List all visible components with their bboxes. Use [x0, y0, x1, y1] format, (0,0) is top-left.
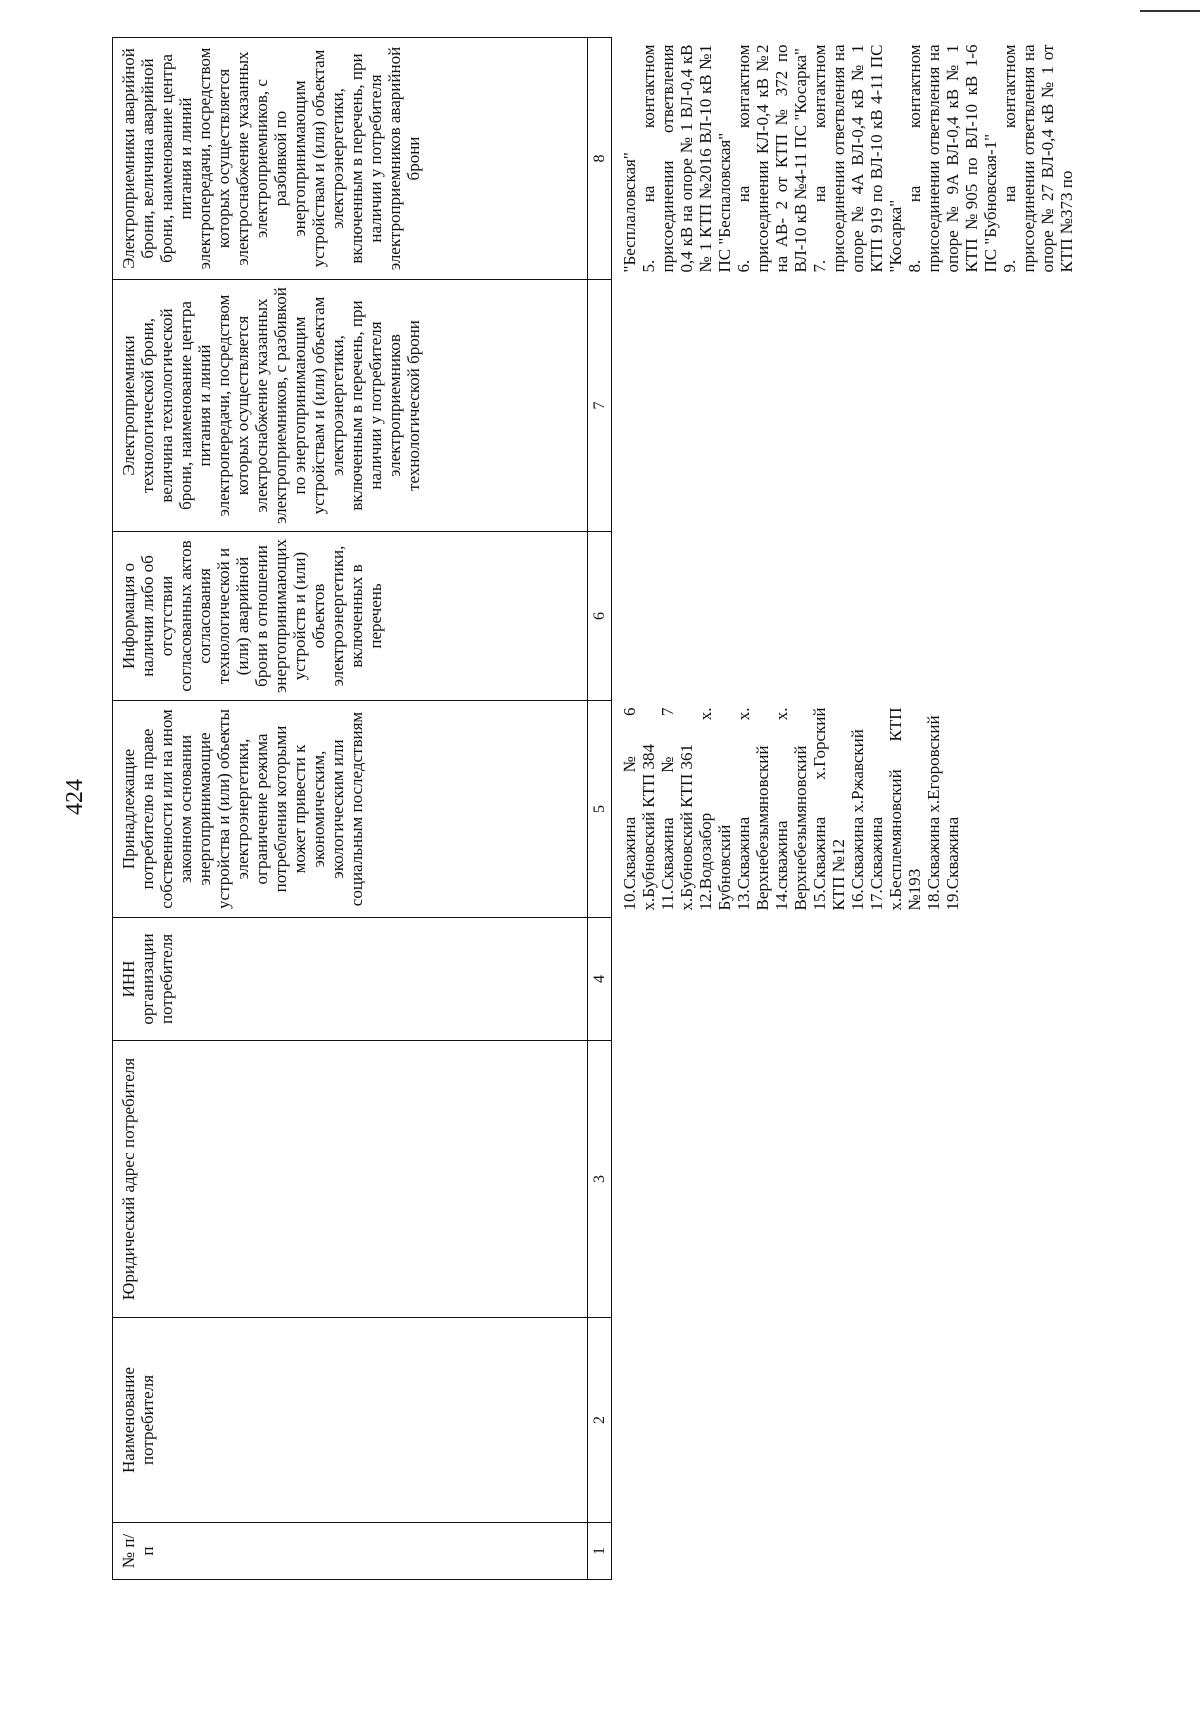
data-row — [612, 38, 1127, 1580]
reserve-item: 9. на контактном присоединении ответвления на опоре № 27 ВЛ-0,4 кВ № 1 от КТП №373 по — [1000, 44, 1076, 273]
device-item: 15.Скважина х.Горский КТП №12 — [810, 707, 848, 911]
device-item: 13.Скважина х. Верхнебезымяновский — [734, 707, 772, 911]
scan-edge-mark — [1140, 10, 1200, 12]
device-item: 12.Водозабор х. Бубновский — [696, 707, 734, 911]
col-number: 8 — [588, 38, 612, 280]
header-tech-reserve: Электроприемники технологической брони, величина технологической брони, наименование центра питания и линий электропередачи, посредством которых осуществляется электроснабжение указанных электроприемников, с разбивкой по энергопринимающим устройствам и (или) объектам электроэнергетики, включенным в перечень, при наличии у потребителя электроприемников технологической брони — [113, 280, 588, 532]
cell-acts-info — [612, 532, 1127, 701]
col-number: 1 — [588, 1523, 612, 1580]
header-consumer-name: Наименование потребителя — [113, 1318, 588, 1523]
cell-tech-reserve — [612, 280, 1127, 532]
device-item: 16.Скважина х.Ржавский — [848, 729, 867, 911]
device-item: 14.скважина х. Верхнебезымяновский — [772, 707, 810, 911]
cell-emergency-reserve — [612, 38, 1127, 280]
cell-legal-address — [612, 1041, 1127, 1318]
reserve-item: "Бесплаловская" — [620, 152, 639, 273]
reserve-item: 5. на контактном присоединении ответвления 0,4 кВ на опоре № 1 ВЛ-0,4 кВ № 1 КТП №2016 ВЛ-10 кВ №1 ПС "Беспаловская" — [639, 44, 734, 273]
header-legal-address: Юридический адрес потребителя — [113, 1041, 588, 1318]
header-emergency-reserve: Электроприемники аварийной брони, величина аварийной брони, наименование центра питания и линий электропередачи, посредством которых осуществляется электроснабжение указанных электроприемников, с разбивкой по энергопринимающим устройствам и (или) объектам электроэнергетики, включенным в перечень, при наличии у потребителя электроприемников аварийной брони — [113, 38, 588, 280]
col-number: 6 — [588, 532, 612, 701]
consumers-table — [112, 37, 1126, 1580]
header-devices: Принадлежащие потребителю на праве собственности или на ином законном основании энергопринимающие устройства и (или) объекты электроэнергетики, ограничение режима потребления которыми может привести к экономическим, экологическим или социальным последствиям — [113, 701, 588, 918]
col-number: 4 — [588, 918, 612, 1041]
reserve-item: 8. на контактном присоединении ответвления на опоре № 9А ВЛ-0,4 кВ № 1 КТП №905 по ВЛ-10 кВ 1-6 ПС "Бубновская-1" — [905, 44, 1000, 273]
cell-consumer-name — [612, 1318, 1127, 1523]
cell-num — [612, 1523, 1127, 1580]
rotated-page — [112, 40, 1142, 1580]
header-row — [113, 38, 588, 1580]
col-number: 5 — [588, 701, 612, 918]
device-item: 18.Скважина х.Егоровский — [924, 715, 943, 911]
col-number: 7 — [588, 280, 612, 532]
device-item: 17.Скважина х.Бесплемяновский КТП №193 — [867, 707, 924, 911]
header-acts-info: Информация о наличии либо об отсутствии согласованных актов согласования технологической и (или) аварийной брони в отношении энергопринимающих устройств и (или) объектов электроэнергетики, включенных в перечень — [113, 532, 588, 701]
cell-inn — [612, 918, 1127, 1041]
reserve-item: 7. на контактном присоединении ответвления на опоре № 4А ВЛ-0,4 кВ № 1 КТП 919 по ВЛ-10 кВ 4-11 ПС "Косарка" — [810, 44, 905, 273]
device-item: 11.Скважина №7 х.Бубновский КТП 361 — [658, 707, 696, 911]
reserve-item: 6. на контактном присоединении КЛ-0,4 кВ №2 на АВ- 2 от КТП № 372 по ВЛ-10 кВ №4-11 ПС "Косарка" — [734, 44, 810, 273]
column-numbers-row — [588, 38, 612, 1580]
col-number: 3 — [588, 1041, 612, 1318]
header-num: № п/п — [113, 1523, 588, 1580]
device-item: 10.Скважина №6 х.Бубновский КТП 384 — [620, 707, 658, 911]
header-inn: ИНН организации потребителя — [113, 918, 588, 1041]
device-item: 19.Скважина — [943, 816, 962, 911]
page-number: 424 — [62, 779, 88, 815]
col-number: 2 — [588, 1318, 612, 1523]
cell-devices — [612, 701, 1127, 918]
